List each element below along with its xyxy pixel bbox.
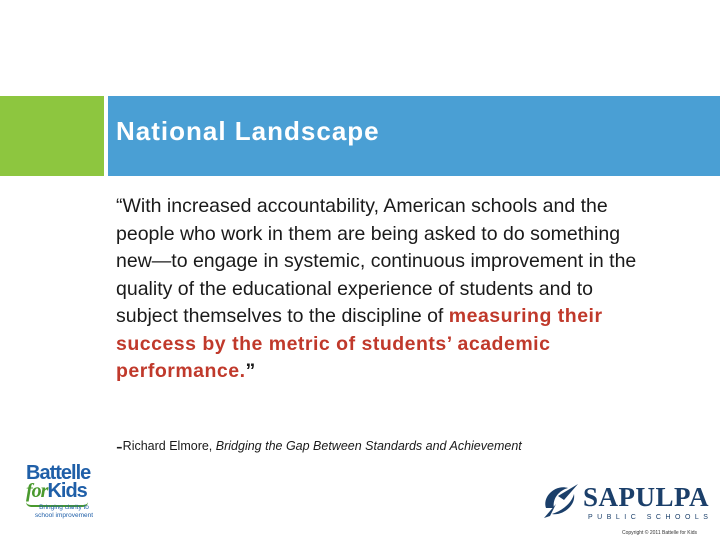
battelle-for-kids-logo [22, 462, 100, 524]
copyright-text: Copyright © 2011 Battelle for Kids [622, 530, 698, 536]
bfk-logo-line2 [26, 480, 87, 503]
quote-close: ” [245, 360, 256, 382]
bfk-logo-line1: Battelle [26, 462, 91, 484]
quote-highlight: measuring their success by the metric of students’ academic performance. [116, 305, 603, 382]
bfk-logo-kids: Kids [47, 480, 87, 502]
attribution-author: Richard Elmore, [122, 439, 216, 453]
sapulpa-emblem-icon [538, 478, 582, 522]
quote-text [116, 193, 646, 386]
sapulpa-logo-name: SAPULPA [583, 482, 710, 512]
slide-title: National Landscape [116, 116, 380, 146]
quote-body: “With increased accountability, American schools and the people who work in them are being asked to do something new—to engage in systemic, continuous improvement in the quality of the educational experience of students and to subject themselves to the discipline of [116, 195, 637, 327]
attribution-work: Bridging the Gap Between Standards and Achievement [215, 439, 522, 453]
accent-bar [0, 96, 104, 176]
sapulpa-logo [538, 478, 718, 528]
attribution [116, 436, 522, 459]
attribution-dash: - [116, 436, 123, 458]
sapulpa-logo-subtitle: PUBLIC SCHOOLS [588, 514, 713, 521]
bfk-logo-for: for [26, 480, 48, 502]
bfk-logo-tagline: Bringing clarity to school improvement [34, 504, 94, 519]
